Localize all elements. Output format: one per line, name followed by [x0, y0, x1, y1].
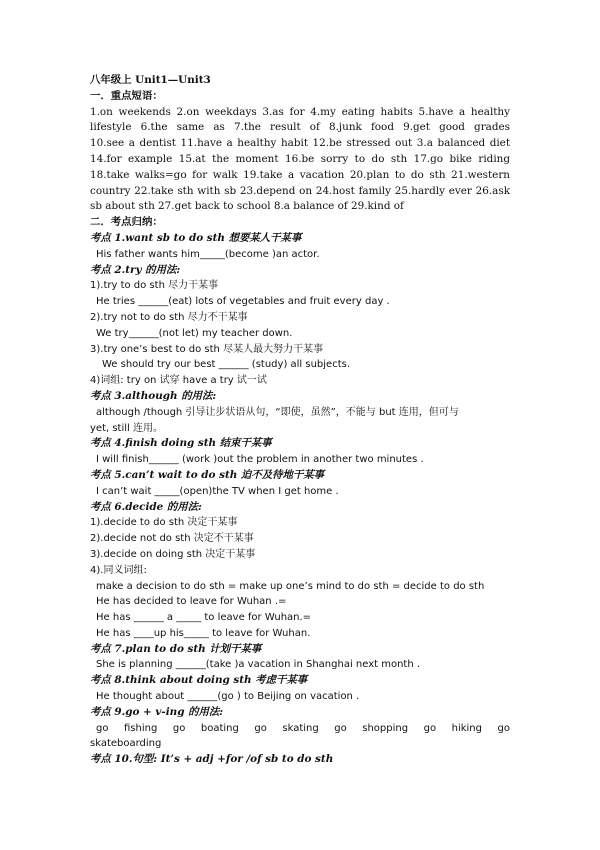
usage-line: although /though 引导让步状语从句，“即使，虽然”，不能与 but 连用，但可与	[96, 406, 459, 418]
point-heading: 考点 6.decide 的用法:	[90, 500, 202, 513]
usage-line: skateboarding	[90, 738, 162, 750]
example-sentence: We should try our best ______ (study) all subjects.	[102, 359, 351, 371]
usage-line: 2).try not to do sth 尽力不干某事	[90, 311, 248, 323]
example-sentence: He tries ______(eat) lots of vegetables and fruit every day .	[96, 296, 390, 308]
usage-line: make a decision to do sth = make up one’s mind to do sth = decide to do sth	[96, 580, 485, 592]
usage-line: 4)词组: try on 试穿 have a try 试一试	[90, 375, 267, 387]
point-heading: 考点 9.go + v-ing 的用法:	[90, 705, 224, 718]
example-sentence: She is planning ______(take )a vacation in Shanghai next month .	[96, 659, 421, 671]
example-sentence: He thought about ______(go ) to Beijing on vacation .	[96, 691, 360, 703]
point-heading: 考点 8.think about doing sth 考虑干某事	[90, 674, 308, 687]
usage-line: yet, still 连用。	[90, 422, 163, 434]
point-heading: 考点 1.want sb to do sth 想要某人干某事	[90, 231, 302, 244]
section1-heading: 一．重点短语：	[90, 89, 163, 102]
example-sentence: His father wants him_____(become )an actor.	[96, 248, 320, 260]
usage-line: go fishing go boating go skating go shopping go hiking go	[96, 722, 510, 734]
point-heading: 考点 5.can’t wait to do sth 迫不及待地干某事	[90, 468, 325, 481]
phrase-line: 10.see a dentist 11.have a healthy habit 12.be stressed out 3.a balanced diet	[90, 137, 510, 150]
phrase-line: 1.on weekends 2.on weekdays 3.as for 4.my eating habits 5.have a healthy	[90, 105, 510, 118]
point-heading: 考点 4.finish doing sth 结束干某事	[90, 437, 272, 450]
section2-heading: 二．考点归纳：	[90, 216, 163, 229]
document-title: 八年级上 Unit1—Unit3	[90, 74, 211, 86]
example-sentence: I will finish______ (work )out the problem in another two minutes .	[96, 454, 424, 466]
usage-line: 4).同义词组:	[90, 564, 147, 576]
example-sentence: I can’t wait _____(open)the TV when I get home .	[96, 485, 339, 497]
example-sentence: He has decided to leave for Wuhan .=	[96, 596, 287, 608]
point-heading: 考点 2.try 的用法:	[90, 263, 181, 276]
example-sentence: He has ______ a _____ to leave for Wuhan.=	[96, 612, 312, 624]
example-sentence: He has ____up his_____ to leave for Wuhan.	[96, 627, 311, 639]
example-sentence: We try______(not let) my teacher down.	[96, 327, 293, 339]
point-heading: 考点 7.plan to do sth 计划干某事	[90, 642, 262, 655]
phrase-line: 14.for example 15.at the moment 16.be sorry to do sth 17.go bike riding	[90, 152, 510, 165]
usage-line: 2).decide not do sth 决定不干某事	[90, 533, 254, 545]
phrase-line: country 22.take sth with sb 23.depend on 24.host family 25.hardly ever 26.ask	[90, 184, 510, 197]
phrase-line: lifestyle 6.the same as 7.the result of 8.junk food 9.get good grades	[90, 121, 510, 134]
usage-line: 3).decide on doing sth 决定干某事	[90, 548, 256, 560]
phrase-line: sb about sth 27.get back to school 8.a balance of 29.kind of	[90, 200, 404, 213]
usage-line: 1).try to do sth 尽力干某事	[90, 280, 219, 292]
usage-line: 3).try one’s best to do sth 尽某人最大努力干某事	[90, 343, 324, 355]
point-heading: 考点 10.句型: It’s + adj +for /of sb to do sth	[90, 753, 334, 766]
document-page	[90, 73, 510, 768]
usage-line: 1).decide to do sth 决定干某事	[90, 517, 238, 529]
point-heading: 考点 3.although 的用法:	[90, 389, 217, 402]
phrase-line: 18.take walks=go for walk 19.take a vacation 20.plan to do sth 21.western	[90, 168, 510, 181]
